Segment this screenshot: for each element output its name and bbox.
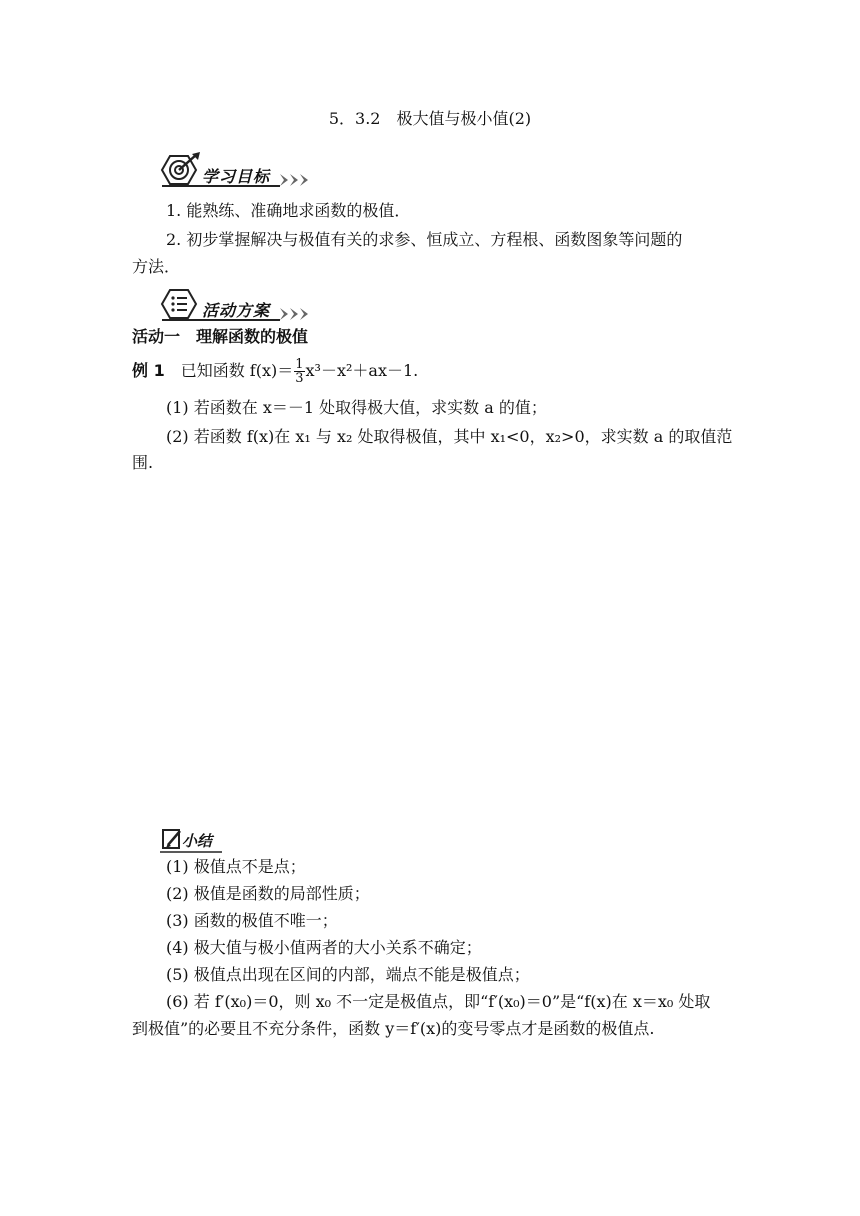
question-item: (2) 若函数 f(x)在 x₁ 与 x₂ 处取得极值，其中 x₁<0，x₂>0，求实数 a 的取值范 (166, 427, 733, 446)
example-text-post: x³－x²＋ax－1. (305, 361, 419, 380)
activity-title: 活动一 理解函数的极值 (132, 327, 309, 346)
activity-banner-label: 活动方案 (202, 301, 271, 320)
activity-banner (158, 286, 328, 318)
question-item: (1) 若函数在 x＝－1 处取得极大值，求实数 a 的值； (166, 398, 547, 417)
fraction-numerator: 1 (295, 357, 304, 372)
example-label: 例 1 (132, 361, 165, 380)
fraction (294, 358, 304, 385)
summary-item: (5) 极值点出现在区间的内部，端点不能是极值点； (166, 965, 530, 984)
goal-item: 1. 能熟练、准确地求函数的极值． (166, 201, 411, 220)
summary-item: (4) 极大值与极小值两者的大小关系不确定； (166, 938, 482, 957)
goal-item: 2. 初步掌握解决与极值有关的求参、恒成立、方程根、函数图象等问题的 (166, 230, 683, 249)
goals-banner (158, 152, 328, 184)
question-item: 围. (132, 453, 154, 472)
summary-item: (3) 函数的极值不唯一； (166, 911, 338, 930)
summary-banner (160, 826, 224, 852)
summary-item: (1) 极值点不是点； (166, 857, 306, 876)
page-title: 5．3.2 极大值与极小值(2) (328, 109, 532, 128)
example-1 (132, 356, 732, 386)
fraction-denominator: 3 (295, 371, 304, 386)
example-text-pre: 已知函数 f(x)＝ (164, 361, 294, 380)
summary-item: (2) 极值是函数的局部性质； (166, 884, 370, 903)
goal-item: 方法． (132, 257, 181, 276)
goals-banner-label: 学习目标 (202, 167, 271, 186)
summary-item: 到极值”的必要且不充分条件，函数 y＝f′(x)的变号零点才是函数的极值点. (132, 1019, 655, 1038)
summary-banner-label: 小结 (182, 832, 213, 850)
summary-item: (6) 若 f′(x₀)＝0，则 x₀ 不一定是极值点，即“f′(x₀)＝0”是“f(x)在 x＝x₀ 处取 (166, 992, 711, 1011)
